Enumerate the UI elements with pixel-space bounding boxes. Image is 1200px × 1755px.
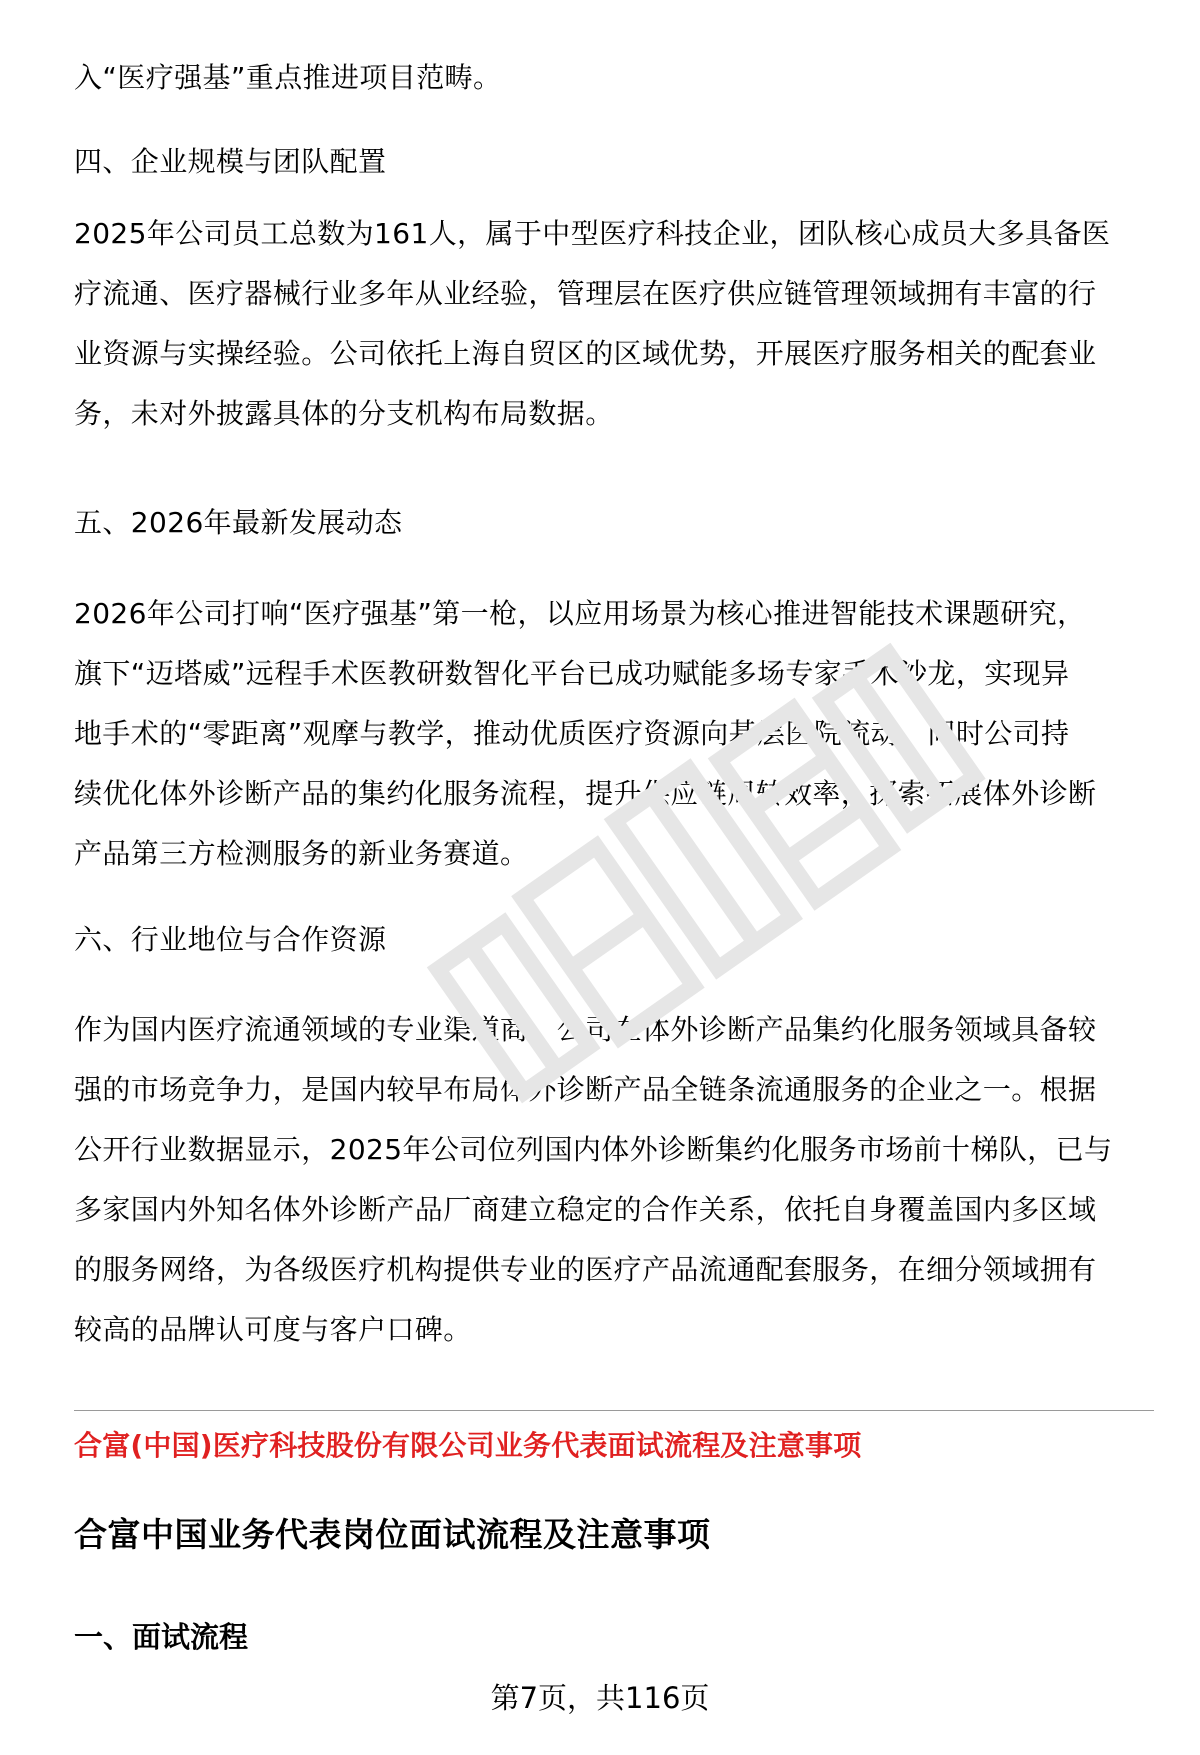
paragraph-line: 业资源与实操经验。公司依托上海自贸区的区域优势，开展医疗服务相关的配套业 xyxy=(74,337,1097,370)
paragraph-line: 2026年公司打响“医疗强基”第一枪，以应用场景为核心推进智能技术课题研究， xyxy=(74,597,1086,630)
section-heading-4: 四、企业规模与团队配置 xyxy=(74,145,387,178)
section-divider xyxy=(74,1410,1154,1411)
section-heading-6: 六、行业地位与合作资源 xyxy=(74,923,387,956)
paragraph-line: 续优化体外诊断产品的集约化服务流程，提升供应链周转效率，探索拓展体外诊断 xyxy=(74,777,1097,810)
main-title: 合富中国业务代表岗位面试流程及注意事项 xyxy=(74,1515,711,1554)
continuation-text: 入“医疗强基”重点推进项目范畴。 xyxy=(74,61,502,94)
article-title-red: 合富(中国)医疗科技股份有限公司业务代表面试流程及注意事项 xyxy=(74,1429,862,1462)
page-number-footer: 第7页，共116页 xyxy=(490,1681,710,1715)
paragraph-line: 强的市场竞争力，是国内较早布局体外诊断产品全链条流通服务的企业之一。根据 xyxy=(74,1073,1097,1106)
section-body-5 xyxy=(74,584,1154,884)
paragraph-line: 旗下“迈塔威”远程手术医教研数智化平台已成功赋能多场专家手术沙龙，实现异 xyxy=(74,657,1070,690)
paragraph-line: 较高的品牌认可度与客户口碑。 xyxy=(74,1313,472,1346)
sub-title: 一、面试流程 xyxy=(74,1620,249,1654)
paragraph-line: 疗流通、医疗器械行业多年从业经验，管理层在医疗供应链管理领域拥有丰富的行 xyxy=(74,277,1097,310)
paragraph-line: 务，未对外披露具体的分支机构布局数据。 xyxy=(74,397,614,430)
paragraph-line: 的服务网络，为各级医疗机构提供专业的医疗产品流通配套服务，在细分领域拥有 xyxy=(74,1253,1097,1286)
paragraph-line: 多家国内外知名体外诊断产品厂商建立稳定的合作关系，依托自身覆盖国内多区域 xyxy=(74,1193,1097,1226)
paragraph-line: 公开行业数据显示，2025年公司位列国内体外诊断集约化服务市场前十梯队，已与 xyxy=(74,1133,1113,1166)
paragraph-line: 作为国内医疗流通领域的专业渠道商，公司在体外诊断产品集约化服务领域具备较 xyxy=(74,1013,1097,1046)
paragraph-line: 地手术的“零距离”观摩与教学，推动优质医疗资源向基层医院流动。同时公司持 xyxy=(74,717,1070,750)
paragraph-line: 产品第三方检测服务的新业务赛道。 xyxy=(74,837,529,870)
paragraph-line: 2025年公司员工总数为161人，属于中型医疗科技企业，团队核心成员大多具备医 xyxy=(74,217,1111,250)
section-heading-5: 五、2026年最新发展动态 xyxy=(74,506,403,539)
section-body-4 xyxy=(74,204,1154,444)
section-body-6 xyxy=(74,1000,1154,1360)
